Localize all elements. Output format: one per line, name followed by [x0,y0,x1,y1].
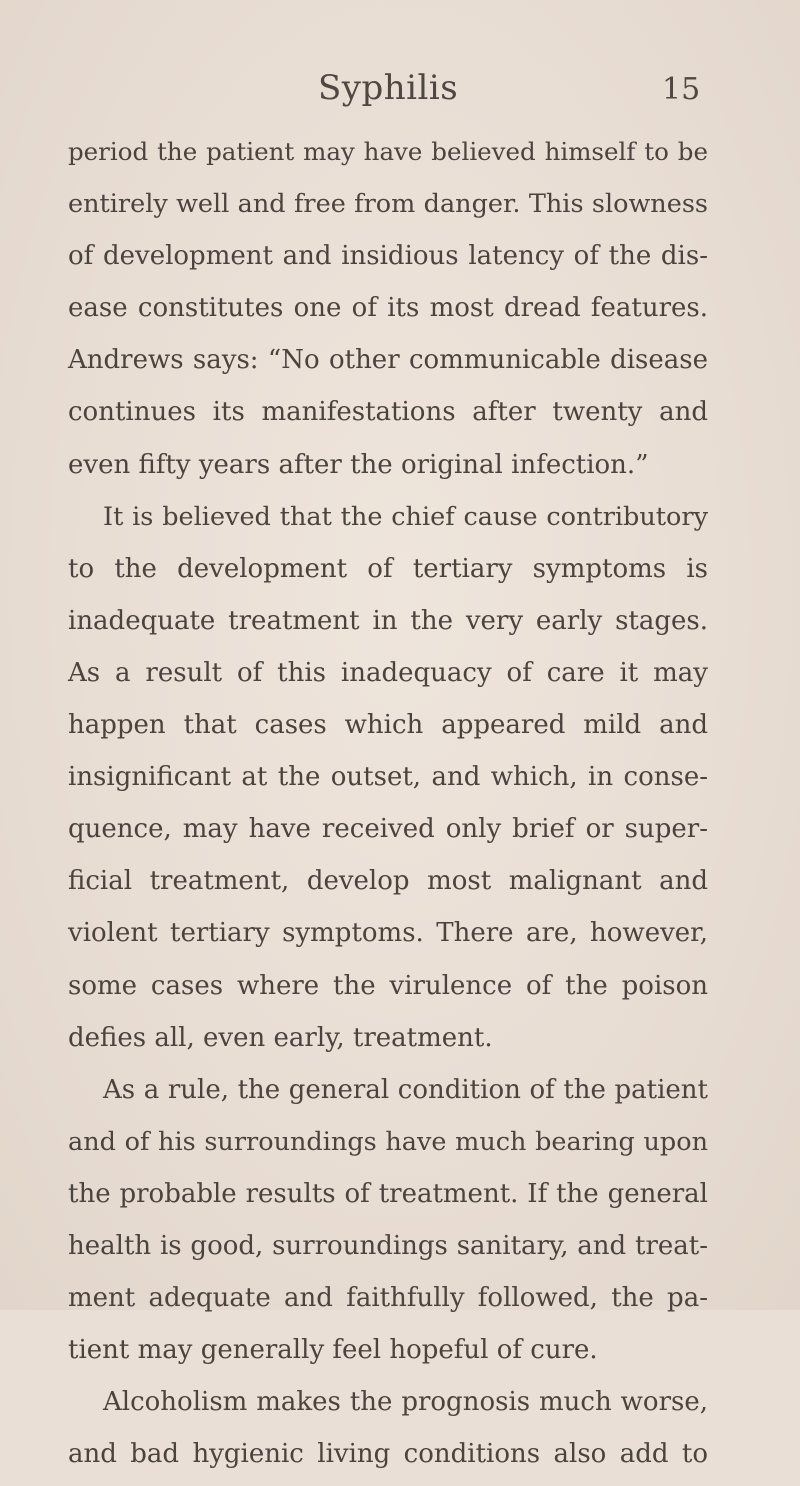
text-line: ease constitutes one of its most dread features. [68,293,708,324]
text-line: the probable results of treatment. If the general [68,1178,708,1209]
paragraph-first-line: It is believed that the chief cause contributory [103,501,708,532]
text-line: insignificant at the outset, and which, in conse- [68,762,708,793]
text-line: As a result of this inadequacy of care it may [68,657,708,688]
text-line: defies all, even early, treatment. [68,1022,493,1053]
paragraph-first-line: As a rule, the general condition of the patient [103,1074,708,1105]
paragraph-first-line: Alcoholism makes the prognosis much worse, [103,1387,708,1418]
text-line: tient may generally feel hopeful of cure. [68,1335,598,1366]
text-line: of development and insidious latency of the dis- [68,241,708,272]
page-number: 15 [662,72,701,107]
text-line: ment adequate and faithfully followed, the pa- [68,1283,708,1314]
text-line: violent tertiary symptoms. There are, however, [68,918,708,949]
text-line: health is good, surroundings sanitary, and treat- [68,1230,708,1261]
text-line: ficial treatment, develop most malignant and [68,866,708,897]
text-line: happen that cases which appeared mild and [68,710,708,741]
text-line: entirely well and free from danger. This slowness [68,189,708,220]
text-line: continues its manifestations after twenty and [68,397,708,428]
text-line: to the development of tertiary symptoms is [68,553,708,584]
text-line: and bad hygienic living conditions also add to [68,1439,708,1470]
text-line: even fifty years after the original infection.” [68,449,649,480]
page-header [0,68,800,112]
text-line: inadequate treatment in the very early stages. [68,605,708,636]
text-line: and of his surroundings have much bearing upon [68,1126,708,1157]
body-text [68,132,708,1486]
text-line: period the patient may have believed himself to be [68,137,708,166]
running-head: Syphilis [318,68,459,108]
text-line: Andrews says: “No other communicable disease [68,345,708,376]
text-line: quence, may have received only brief or super- [68,814,708,845]
text-line: some cases where the virulence of the poison [68,970,708,1001]
